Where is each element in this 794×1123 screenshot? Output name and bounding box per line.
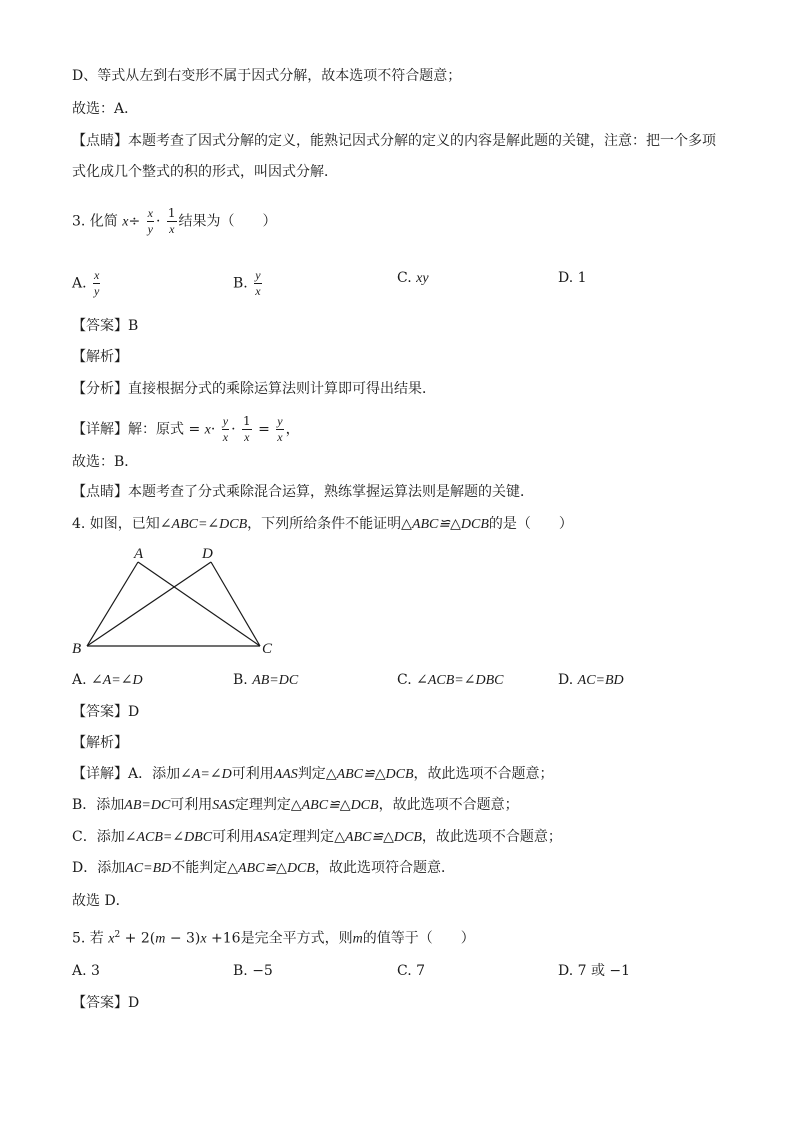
q4-detail-4: D．添加AC=BD不能判定△ABC≌△DCB，故此选项符合题意． bbox=[72, 860, 455, 876]
q5-stem: 5. 若 $x^2 + 2(m - 3)x +16$是完全平方式，则m的值等于（ ） bbox=[72, 930, 475, 947]
q4-detail-1: 【详解】A．添加∠A=∠D可利用AAS判定△ABC≌△DCB，故此选项不合题意； bbox=[72, 766, 554, 782]
q4-choose: 故选 D． bbox=[72, 893, 130, 909]
q3-analysis: 【解析】 bbox=[72, 349, 128, 365]
q3-option-a: A. $\frac{x}{y}$ bbox=[72, 268, 100, 298]
q3-option-b: B. $\frac{y}{x}$ bbox=[233, 268, 261, 298]
q5-option-a: A. 3 bbox=[72, 963, 100, 979]
q4-option-c: C. ∠ACB=∠DBC bbox=[397, 672, 504, 688]
q3-note: 【点睛】本题考查了分式乘除混合运算，熟练掌握运算法则是解题的关键． bbox=[72, 484, 534, 500]
label-b: B bbox=[72, 641, 82, 657]
q4-detail-2: B．添加AB=DC可利用SAS定理判定△ABC≌△DCB，故此选项不合题意； bbox=[72, 797, 519, 813]
segment-ab bbox=[87, 562, 138, 646]
q4-option-b: B. AB=DC bbox=[233, 672, 299, 688]
q5-answer: 【答案】D bbox=[72, 995, 140, 1011]
q4-option-a: A. ∠A=∠D bbox=[72, 672, 143, 688]
segment-ac bbox=[138, 562, 260, 646]
triangle-figure bbox=[66, 542, 286, 660]
q5-option-c: C. 7 bbox=[397, 963, 426, 979]
q4-stem: 4. 如图，已知∠ABC=∠DCB，下列所给条件不能证明△ABC≌△DCB的是（ ） bbox=[72, 516, 573, 532]
q4-option-d: D. AC=BD bbox=[558, 672, 624, 688]
q4-answer: 【答案】D bbox=[72, 704, 140, 720]
q3-option-d: D. 1 bbox=[558, 270, 587, 286]
q3-detail: 【详解】解：原式 = x· $\frac{y}{x}$ · $\frac{1}{x}$ = $\frac{y}{x}$ ， bbox=[72, 414, 300, 444]
label-d: D bbox=[202, 546, 213, 562]
q5-option-d: D. 7 或 −1 bbox=[558, 963, 631, 979]
para-note-1: 【点睛】本题考查了因式分解的定义，能熟记因式分解的定义的内容是解此题的关键，注意：把一个多项 bbox=[72, 133, 716, 149]
para-option-d: D、等式从左到右变形不属于因式分解，故本选项不符合题意； bbox=[72, 68, 462, 84]
segment-dc bbox=[211, 562, 260, 646]
q3-choose: 故选：B． bbox=[72, 454, 139, 470]
label-a: A bbox=[134, 546, 144, 562]
q3-answer: 【答案】B bbox=[72, 318, 139, 334]
q4-analysis: 【解析】 bbox=[72, 735, 128, 751]
label-c: C bbox=[262, 641, 273, 657]
segment-bd bbox=[87, 562, 211, 646]
q3-fenxi: 【分析】直接根据分式的乘除运算法则计算即可得出结果． bbox=[72, 381, 436, 397]
para-choose-a: 故选：A． bbox=[72, 101, 139, 117]
fraction: $\frac{x}{y}$ bbox=[147, 206, 153, 236]
q5-option-b: B. −5 bbox=[233, 963, 273, 979]
q3-stem: 3. 化简 x÷ $\frac{x}{y}$ · $\frac{1}{x}$ 结果为（ ） bbox=[72, 206, 277, 236]
q3-option-c: C. xy bbox=[397, 270, 429, 286]
q4-detail-3: C．添加∠ACB=∠DBC可利用ASA定理判定△ABC≌△DCB，故此选项不合题意； bbox=[72, 829, 562, 845]
para-note-2: 式化成几个整式的积的形式，叫因式分解． bbox=[72, 164, 338, 180]
fraction: $\frac{1}{x}$ bbox=[167, 206, 176, 236]
